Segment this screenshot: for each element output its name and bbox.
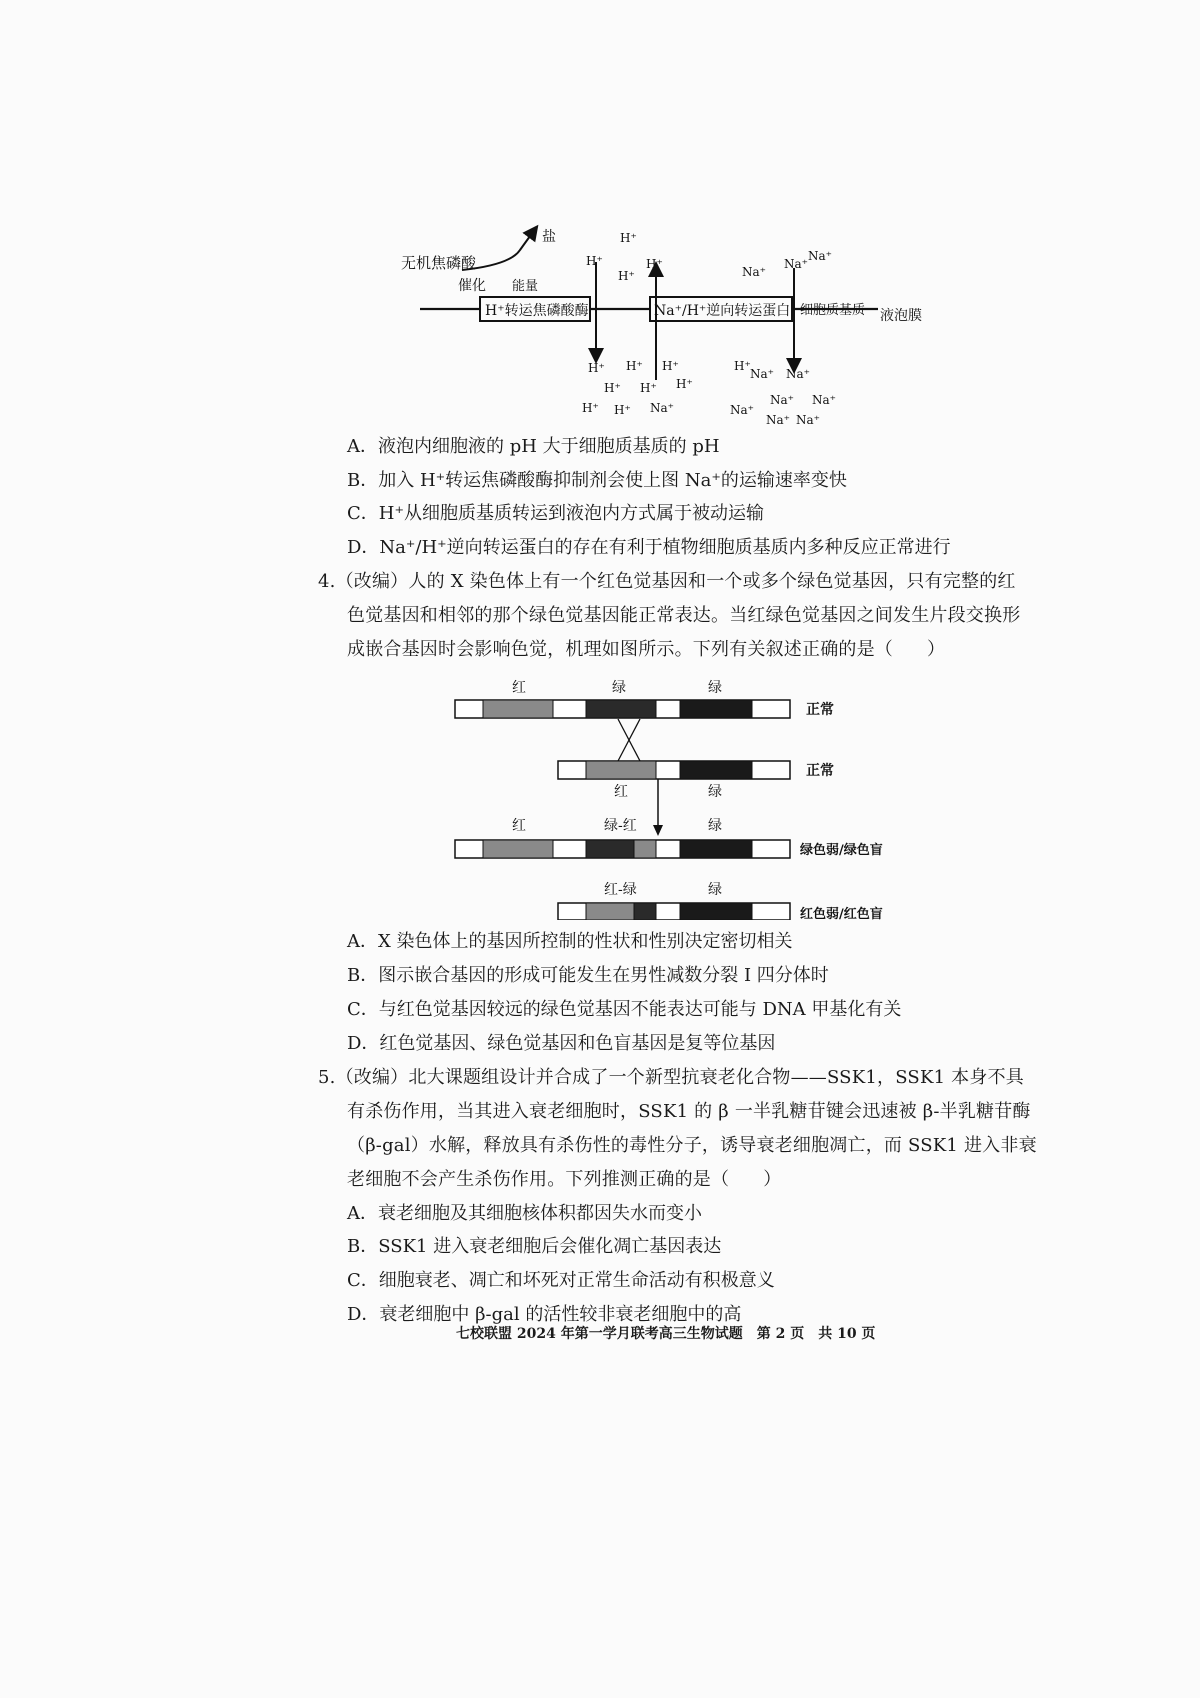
page-footer: 七校联盟 2024 年第一学月联考高三生物试题 第 2 页 共 10 页 — [456, 1326, 876, 1342]
chromosome-normal-1 — [455, 680, 834, 718]
na-ion: Na⁺ — [808, 249, 832, 263]
gene-label-green: 绿 — [708, 882, 722, 898]
h-ion: H⁺ — [662, 359, 679, 373]
h-ion: H⁺ — [646, 257, 663, 271]
q4-stem-line2: 色觉基因和相邻的那个绿色觉基因能正常表达。当红绿色觉基因之间发生片段交换形 — [347, 605, 1021, 626]
gene-label-green: 绿 — [708, 680, 722, 696]
h-ion: H⁺ — [640, 381, 657, 395]
gene-label-red-green: 红-绿 — [604, 882, 637, 898]
pump-label: H⁺转运焦磷酸酶 — [485, 303, 589, 319]
energy-label: 能量 — [512, 279, 539, 294]
h-ion: H⁺ — [604, 381, 621, 395]
h-ion: H⁺ — [620, 231, 637, 245]
na-ion: Na⁺ — [730, 403, 754, 417]
q4-option-a: A．X 染色体上的基因所控制的性状和性别决定密切相关 — [347, 931, 793, 952]
h-ion: H⁺ — [586, 254, 603, 268]
row-label-red-weak: 红色弱/红色盲 — [800, 907, 883, 920]
h-ion: H⁺ — [588, 361, 605, 375]
q5-stem-line2: 有杀伤作用，当其进入衰老细胞时，SSK1 的 β 一半乳糖苷键会迅速被 β-半乳糖苷酶 — [347, 1101, 1031, 1122]
salt-label: 盐 — [542, 229, 556, 245]
na-ion: Na⁺ — [796, 413, 820, 427]
q3-option-c: C．H⁺从细胞质基质转运到液泡内方式属于被动运输 — [347, 503, 764, 524]
gene-crossover-diagram — [0, 670, 1200, 920]
gene-label-green: 绿 — [612, 680, 626, 696]
q5-option-c: C．细胞衰老、凋亡和坏死对正常生命活动有积极意义 — [347, 1270, 775, 1291]
chromosome-green-weak — [455, 818, 883, 858]
q3-option-b: B．加入 H⁺转运焦磷酸酶抑制剂会使上图 Na⁺的运输速率变快 — [347, 470, 847, 491]
membrane-transport-diagram — [0, 0, 1200, 450]
cytoplasm-label: 细胞质基质 — [800, 303, 866, 318]
h-ion: H⁺ — [618, 269, 635, 283]
q4-stem-line1: 4.（改编）人的 X 染色体上有一个红色觉基因和一个或多个绿色觉基因，只有完整的红 — [318, 571, 1016, 592]
na-ion: Na⁺ — [784, 257, 808, 271]
na-ions — [650, 249, 836, 427]
h-ion: H⁺ — [582, 401, 599, 415]
gene-label-green: 绿 — [708, 818, 722, 834]
h-ion: H⁺ — [734, 359, 751, 373]
h-ion: H⁺ — [676, 377, 693, 391]
h-ion: H⁺ — [614, 403, 631, 417]
q4-option-b: B．图示嵌合基因的形成可能发生在男性减数分裂 I 四分体时 — [347, 965, 829, 986]
na-ion: Na⁺ — [742, 265, 766, 279]
chromosome-red-weak — [558, 882, 883, 920]
q5-stem-text: 老细胞不会产生杀伤作用。下列推测正确的是（ — [347, 1169, 730, 1190]
antiporter-label: Na⁺/H⁺逆向转运蛋白 — [654, 303, 791, 319]
q4-stem-line3 — [347, 635, 945, 661]
gene-label-red: 红 — [614, 784, 628, 800]
q5-stem-line3: （β-gal）水解，释放具有杀伤性的毒性分子，诱导衰老细胞凋亡，而 SSK1 进入非衰 — [347, 1135, 1037, 1156]
na-ion: Na⁺ — [650, 401, 674, 415]
gene-label-red: 红 — [512, 680, 526, 696]
na-ion: Na⁺ — [750, 367, 774, 381]
q5-stem-line1: 5.（改编）北大课题组设计并合成了一个新型抗衰老化合物——SSK1，SSK1 本身不具 — [318, 1067, 1024, 1088]
down-arrow-head — [653, 825, 663, 836]
gene-label-green: 绿 — [708, 784, 722, 800]
q5-close-paren: ） — [763, 1169, 782, 1190]
na-ion: Na⁺ — [786, 367, 810, 381]
h-ions — [582, 231, 751, 417]
row-label-normal: 正常 — [806, 763, 834, 779]
q4-option-d: D．红色觉基因、绿色觉基因和色盲基因是复等位基因 — [347, 1033, 776, 1054]
na-ion: Na⁺ — [766, 413, 790, 427]
q5-stem-line4 — [347, 1165, 781, 1191]
q3-option-a: A．液泡内细胞液的 pH 大于细胞质基质的 pH — [347, 436, 720, 457]
na-ion: Na⁺ — [812, 393, 836, 407]
h-ion: H⁺ — [626, 359, 643, 373]
q4-option-c: C．与红色觉基因较远的绿色觉基因不能表达可能与 DNA 甲基化有关 — [347, 999, 902, 1020]
q5-option-b: B．SSK1 进入衰老细胞后会催化凋亡基因表达 — [347, 1236, 722, 1257]
na-ion: Na⁺ — [770, 393, 794, 407]
q3-option-d: D．Na⁺/H⁺逆向转运蛋白的存在有利于植物细胞质基质内多种反应正常进行 — [347, 537, 951, 558]
row-label-normal: 正常 — [806, 702, 834, 718]
row-label-green-weak: 绿色弱/绿色盲 — [800, 843, 883, 858]
gene-label-green-red: 绿-红 — [604, 818, 637, 834]
membrane-label: 液泡膜 — [880, 308, 922, 324]
pyrophosphate-label: 无机焦磷酸 — [401, 254, 477, 272]
q4-close-paren: ） — [927, 639, 946, 660]
q4-stem-text: 成嵌合基因时会影响色觉，机理如图所示。下列有关叙述正确的是（ — [347, 639, 893, 660]
q5-option-a: A．衰老细胞及其细胞核体积都因失水而变小 — [347, 1203, 702, 1224]
gene-label-red: 红 — [512, 818, 526, 834]
catalysis-label: 催化 — [458, 278, 486, 294]
q5-option-d: D．衰老细胞中 β-gal 的活性较非衰老细胞中的高 — [347, 1304, 742, 1325]
chromosome-normal-2 — [558, 761, 834, 800]
